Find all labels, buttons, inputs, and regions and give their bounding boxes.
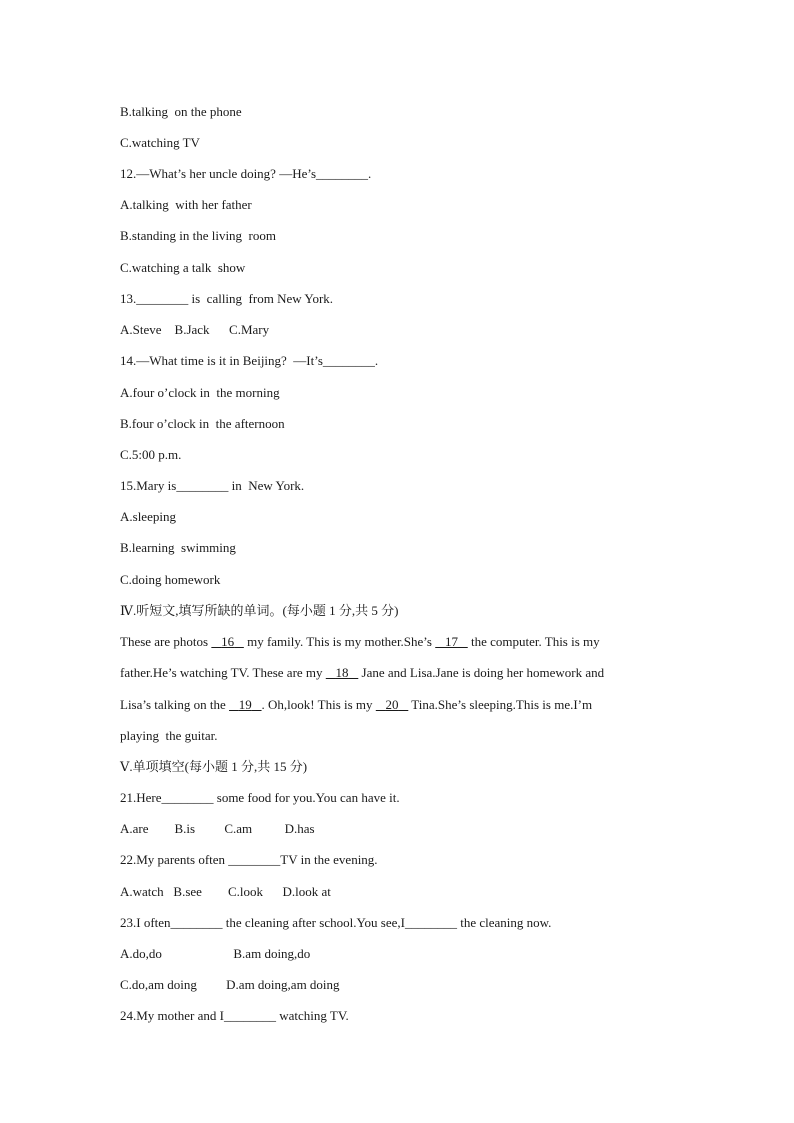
passage-line-4: playing the guitar.: [120, 728, 218, 743]
option-11-c: C.watching TV: [120, 135, 200, 150]
passage-text: These are photos: [120, 634, 212, 649]
blank-18: 18: [335, 665, 349, 680]
question-22: 22.My parents often ________TV in the evening.: [120, 852, 378, 867]
option-12-b: B.standing in the living room: [120, 228, 276, 243]
passage-line-2: [120, 664, 604, 682]
option-15-c: C.doing homework: [120, 572, 221, 587]
option-14-b: B.four o’clock in the afternoon: [120, 416, 285, 431]
blank-16: 16: [221, 634, 235, 649]
option-15-a: A.sleeping: [120, 509, 176, 524]
passage-text: Lisa’s talking on the: [120, 697, 230, 712]
question-23: 23.I often________ the cleaning after school.You see,I________ the cleaning now.: [120, 915, 552, 930]
blank-19: 19: [238, 697, 252, 712]
section-4-heading: Ⅳ.听短文,填写所缺的单词。(每小题 1 分,共 5 分): [120, 603, 399, 618]
option-12-a: A.talking with her father: [120, 197, 252, 212]
options-13: A.Steve B.Jack C.Mary: [120, 322, 270, 337]
passage-text: Tina.She’s sleeping.This is me.I’m: [408, 697, 593, 712]
option-14-a: A.four o’clock in the morning: [120, 385, 280, 400]
passage-text: . Oh,look! This is my: [261, 697, 376, 712]
options-23-ab: A.do,do B.am doing,do: [120, 946, 311, 961]
passage-text: father.He’s watching TV. These are my: [120, 665, 326, 680]
passage-line-3: [120, 696, 592, 714]
passage-line-1: [120, 633, 600, 651]
question-14: 14.—What time is it in Beijing? —It’s________.: [120, 353, 379, 368]
options-21: A.are B.is C.am D.has: [120, 821, 315, 836]
blank-20: 20: [385, 697, 399, 712]
question-15: 15.Mary is________ in New York.: [120, 478, 305, 493]
question-24: 24.My mother and I________ watching TV.: [120, 1008, 349, 1023]
option-15-b: B.learning swimming: [120, 540, 236, 555]
options-23-cd: C.do,am doing D.am doing,am doing: [120, 977, 340, 992]
passage-text: my family. This is my mother.She’s: [243, 634, 436, 649]
options-22: A.watch B.see C.look D.look at: [120, 884, 331, 899]
question-13: 13.________ is calling from New York.: [120, 291, 334, 306]
passage-text: the computer. This is my: [467, 634, 600, 649]
question-12: 12.—What’s her uncle doing? —He’s________.: [120, 166, 372, 181]
option-14-c: C.5:00 p.m.: [120, 447, 182, 462]
section-5-heading: Ⅴ.单项填空(每小题 1 分,共 15 分): [120, 759, 308, 774]
blank-17: 17: [444, 634, 458, 649]
option-12-c: C.watching a talk show: [120, 260, 246, 275]
option-11-b: B.talking on the phone: [120, 104, 242, 119]
question-21: 21.Here________ some food for you.You can have it.: [120, 790, 400, 805]
passage-text: Jane and Lisa.Jane is doing her homework and: [358, 665, 605, 680]
